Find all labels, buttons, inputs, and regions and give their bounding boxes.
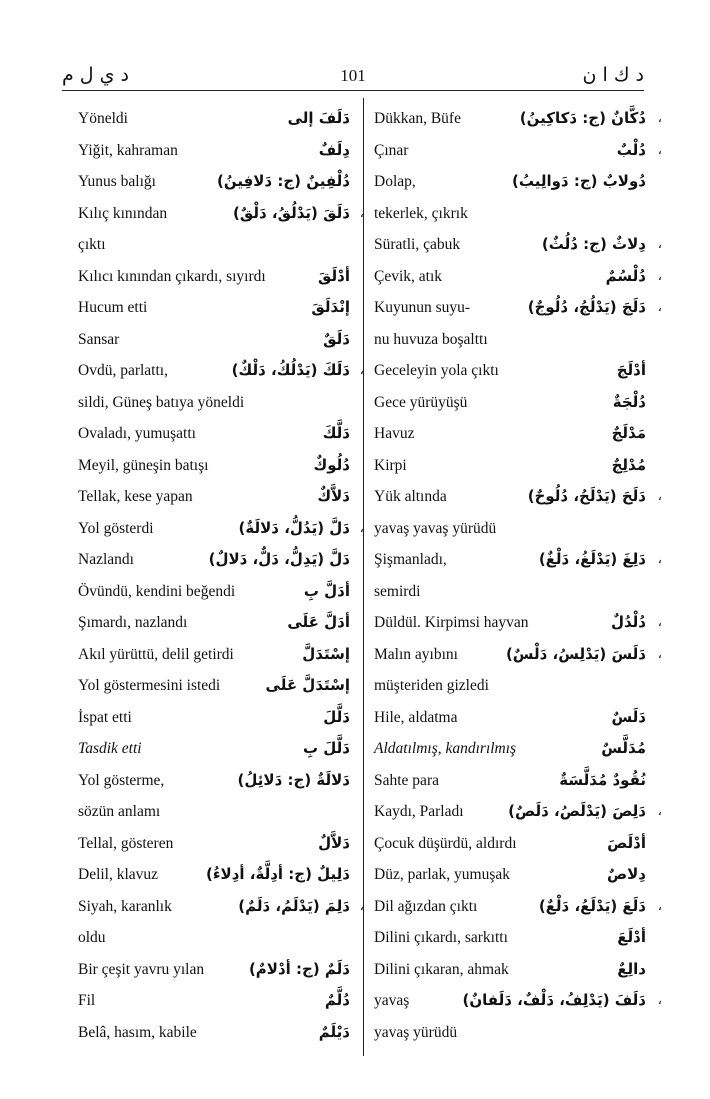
entry-arabic-headword: أدَلَّ بِ [303, 581, 350, 600]
entry-arabic-headword: دُلْسُمٌ [605, 266, 646, 285]
entry-arabic-headword: دَلَّكَ [322, 424, 350, 442]
entry-arabic-headword: أدْلَقَ [318, 266, 350, 285]
entry-arabic-headword: مُدَلَّسٌ [601, 739, 646, 757]
entry-translation: Kuyunun suyu- [374, 299, 471, 316]
dictionary-entry [374, 702, 646, 734]
dictionary-entry [374, 324, 646, 356]
entry-translation: Tasdik etti [78, 740, 142, 757]
entry-translation: müşteriden gizledi [374, 677, 489, 694]
dictionary-entry [78, 733, 350, 765]
entry-marker: ، [359, 205, 364, 221]
entry-translation: Dilini çıkardı, sarkıttı [374, 929, 508, 946]
page-header [62, 62, 644, 91]
dictionary-entry [374, 607, 662, 639]
entry-translation: çıktı [78, 236, 106, 253]
entry-arabic-headword: أدْلَعَ [617, 928, 646, 946]
entry-marker: ، [657, 646, 662, 662]
entry-translation: yavaş yürüdü [374, 1023, 458, 1041]
entry-translation: İspat etti [78, 708, 132, 726]
entry-marker: ، [359, 898, 364, 914]
entry-arabic-headword: دُولابٌ (ج: دَوالِيبُ) [511, 172, 646, 190]
entry-translation: Akıl yürüttü, delil getirdi [78, 645, 234, 663]
dictionary-entry [374, 1017, 646, 1049]
dictionary-entry [374, 796, 662, 828]
entry-translation: Nazlandı [78, 551, 134, 568]
entry-translation: Şımardı, nazlandı [78, 614, 188, 631]
entry-arabic-headword: دَلَسٌ [611, 707, 646, 726]
entry-translation: Yük altında [374, 488, 447, 505]
page-number: 101 [340, 66, 366, 85]
dictionary-entry [78, 418, 350, 450]
entry-marker: ، [657, 615, 662, 630]
entry-translation: Tellak, kese yapan [78, 488, 193, 505]
entry-marker: ، [657, 552, 662, 567]
entry-translation: Düldül. Kirpimsi hayvan [374, 614, 529, 631]
dictionary-entry [78, 607, 350, 639]
entry-translation: Kaydı, Parladı [374, 803, 464, 820]
entry-translation: Delil, klavuz [78, 866, 159, 883]
entry-translation: Kılıç kınından [78, 204, 168, 222]
entry-marker: ، [657, 489, 662, 504]
dictionary-entry [78, 292, 350, 324]
dictionary-entry [78, 796, 350, 828]
dictionary-entry [78, 324, 350, 356]
entry-translation: Yöneldi [78, 110, 128, 127]
entry-arabic-headword: دَلاَّكٌ [317, 487, 350, 505]
entry-arabic-headword: دالِعٌ [617, 959, 646, 978]
dictionary-entry [78, 513, 364, 545]
entry-arabic-headword: دَلَّلَ بِ [302, 739, 350, 757]
entry-translation: Ovdü, parlattı, [78, 362, 168, 379]
entry-translation: sildi, Güneş batıya yöneldi [78, 393, 245, 411]
entry-arabic-headword: دَلَحَ (يَدْلَحُ، دُلُوحٌ) [527, 487, 646, 505]
dictionary-entry [374, 891, 662, 923]
dictionary-entry [374, 828, 646, 860]
dictionary-entry [78, 985, 350, 1017]
dictionary-entry [374, 418, 646, 450]
entry-translation: Geceleyin yola çıktı [374, 362, 499, 379]
dictionary-entry [78, 576, 350, 608]
entry-marker: ، [359, 363, 364, 378]
header-right-letters: د ك ا ن [582, 64, 644, 86]
entry-arabic-headword: دَلَعَ (يَدْلَعُ، دَلْعٌ) [538, 896, 646, 915]
entry-marker: ، [657, 111, 662, 126]
entry-arabic-headword: دَلَقَ (يَدْلُقُ، دَلْقٌ) [232, 203, 350, 222]
entry-arabic-headword: دَلَكَ (يَدْلُكُ، دَلْكٌ) [231, 361, 350, 379]
entry-translation: oldu [78, 929, 106, 946]
entry-arabic-headword: دَلَسَ (يَدْلِسُ، دَلْسٌ) [505, 644, 646, 663]
dictionary-entry [78, 765, 350, 797]
dictionary-entry [78, 891, 364, 923]
dictionary-entry [374, 387, 646, 419]
entry-arabic-headword: أدْلَصَ [607, 833, 646, 852]
entry-arabic-headword: دَلِصَ (يَدْلَصُ، دَلَصٌ) [508, 802, 646, 820]
entry-marker: ، [657, 300, 662, 315]
entry-translation: Kirpi [374, 456, 407, 474]
dictionary-entry [374, 954, 646, 986]
entry-translation: Ovaladı, yumuşattı [78, 425, 196, 442]
entry-arabic-headword: دَلَفَ إلى [287, 109, 350, 127]
dictionary-entry [374, 261, 662, 293]
entry-arabic-headword: دَيْلَمٌ [318, 1022, 350, 1041]
entry-arabic-headword: دُلُوكٌ [313, 455, 350, 474]
entry-translation: Sansar [78, 330, 120, 348]
entry-arabic-headword: دَلاَّلٌ [318, 833, 350, 852]
entry-arabic-headword: دَلِمَ (يَدْلَمُ، دَلَمٌ) [238, 896, 350, 915]
entry-arabic-headword: دَلَّلَ [323, 707, 350, 726]
entry-translation: nu huvuza boşalttı [374, 330, 488, 348]
dictionary-entry [78, 859, 350, 891]
entry-arabic-headword: دَلَّ (يَدِلُّ، دَلٌّ، دَلالٌ) [208, 550, 350, 568]
entry-translation: Dilini çıkaran, ahmak [374, 960, 509, 978]
dictionary-entry [374, 292, 662, 324]
entry-translation: Yol gösterme, [78, 771, 165, 789]
entry-arabic-headword: دَلَفَ (يَدْلِفُ، دَلْفٌ، دَلَفانٌ) [462, 991, 646, 1009]
dictionary-entry [78, 166, 350, 198]
entry-arabic-headword: دِلَفٌ [318, 140, 350, 159]
dictionary-entry [374, 450, 646, 482]
dictionary-entry [78, 198, 364, 230]
entry-translation: Düz, parlak, yumuşak [374, 866, 511, 883]
entry-translation: Yunus balığı [78, 173, 156, 190]
dictionary-entry [374, 166, 646, 198]
dictionary-entry [78, 355, 364, 387]
dictionary-entry [374, 859, 646, 891]
dictionary-entry [374, 733, 646, 765]
entry-arabic-headword: دِلاثٌ (ج: دُلُثٌ) [541, 235, 646, 253]
entry-translation: Bir çeşit yavru yılan [78, 960, 205, 978]
entry-arabic-headword: أدْلَجَ [616, 361, 646, 379]
dictionary-entry [78, 135, 350, 167]
entry-arabic-headword: دَلَّ (يَدُلُّ، دَلالَةٌ) [238, 518, 350, 537]
entry-arabic-headword: إسْتَدَلَّ [302, 644, 350, 663]
entry-marker: ، [657, 142, 662, 158]
dictionary-entry [374, 985, 662, 1017]
left-column [78, 103, 364, 1048]
entry-arabic-headword: دِلاصٌ [606, 865, 646, 883]
entry-translation: Dil ağızdan çıktı [374, 897, 478, 915]
dictionary-entry [78, 261, 350, 293]
entry-translation: Yol göstermesini istedi [78, 677, 221, 694]
entry-marker: ، [657, 268, 662, 284]
entry-translation: Dükkan, Büfe [374, 110, 461, 127]
dictionary-entry [78, 922, 350, 954]
dictionary-entry [374, 198, 646, 230]
entry-translation: Siyah, karanlık [78, 897, 172, 915]
entry-translation: Aldatılmış, kandırılmış [374, 740, 517, 757]
entry-translation: tekerlek, çıkrık [374, 204, 468, 222]
entry-arabic-headword: دُلَّمٌ [324, 991, 350, 1009]
dictionary-entry [374, 355, 646, 387]
entry-arabic-headword: دَلالَةٌ (ج: دَلائِلُ) [237, 770, 350, 789]
dictionary-entry [374, 765, 646, 797]
dictionary-entry [78, 1017, 350, 1049]
entry-arabic-headword: إسْتَدَلَّ عَلَى [265, 676, 350, 694]
entry-arabic-headword: مَدْلَجٌ [611, 424, 646, 442]
entry-translation: sözün anlamı [78, 803, 161, 820]
entry-translation: Yol gösterdi [78, 519, 154, 537]
entry-arabic-headword: دُلْفِينٌ (ج: دَلافِينُ) [216, 172, 350, 190]
entry-marker: ، [657, 804, 662, 819]
dictionary-entry [374, 481, 662, 513]
dictionary-entry [374, 576, 646, 608]
entry-arabic-headword: دُكَّانٌ (ج: دَكاكِينُ) [519, 109, 646, 127]
entry-marker: ، [359, 520, 364, 536]
dictionary-entry [78, 670, 350, 702]
dictionary-entry [78, 387, 350, 419]
entry-arabic-headword: أدَلَّ عَلَى [287, 613, 350, 631]
entry-arabic-headword: دَلَجَ (يَدْلُجُ، دُلُوجٌ) [527, 298, 646, 316]
entry-translation: Hucum etti [78, 299, 148, 316]
dictionary-entry [78, 702, 350, 734]
dictionary-entry [78, 450, 350, 482]
dictionary-entry [78, 103, 350, 135]
entry-arabic-headword: دَلَقٌ [323, 329, 350, 348]
entry-arabic-headword: دَلِيلٌ (ج: أدِلَّةٌ، أدِلاءُ) [206, 865, 350, 883]
entry-translation: Gece yürüyüşü [374, 393, 468, 411]
entry-translation: Çevik, atık [374, 267, 443, 285]
entry-translation: semirdi [374, 582, 421, 600]
right-column [374, 103, 662, 1048]
entry-translation: Hile, aldatma [374, 708, 458, 726]
dictionary-entry [78, 229, 350, 261]
entry-translation: yavaş yavaş yürüdü [374, 519, 497, 537]
entry-arabic-headword: إنْدَلَقَ [311, 298, 350, 316]
dictionary-entry [374, 513, 646, 545]
entry-translation: Kılıcı kınından çıkardı, sıyırdı [78, 267, 266, 285]
entry-translation: Tellal, gösteren [78, 834, 174, 852]
dictionary-entry [374, 670, 646, 702]
entry-translation: Fil [78, 992, 96, 1009]
entry-translation: Çınar [374, 141, 409, 159]
entry-translation: Sahte para [374, 771, 439, 789]
entry-translation: Çocuk düşürdü, aldırdı [374, 834, 517, 852]
entry-marker: ، [657, 898, 662, 914]
entry-translation: Süratli, çabuk [374, 236, 461, 253]
dictionary-entry [374, 639, 662, 671]
entry-arabic-headword: دَلِغَ (يَدْلَغُ، دَلْغٌ) [538, 550, 646, 568]
dictionary-entry [374, 229, 662, 261]
dictionary-entry [78, 954, 350, 986]
entry-translation: Havuz [374, 425, 415, 442]
entry-marker: ، [657, 993, 662, 1008]
entry-translation: Övündü, kendini beğendi [78, 582, 236, 600]
header-left-letters: د ي ل م [62, 64, 130, 86]
entry-translation: Yiğit, kahraman [78, 141, 178, 159]
entry-translation: Dolap, [374, 173, 416, 190]
entry-arabic-headword: دُلْدُلٌ [610, 613, 646, 631]
dictionary-entry [78, 639, 350, 671]
dictionary-entry [78, 544, 350, 576]
dictionary-entry [374, 103, 662, 135]
dictionary-entry [374, 544, 662, 576]
entry-translation: yavaş [374, 992, 410, 1009]
dictionary-entry [374, 922, 646, 954]
entry-arabic-headword: دَلَمٌ (ج: أدْلامٌ) [248, 959, 350, 978]
entry-arabic-headword: مُدْلِجٌ [611, 455, 646, 474]
entry-translation: Belâ, hasım, kabile [78, 1023, 197, 1041]
entry-translation: Meyil, güneşin batışı [78, 456, 209, 474]
entry-marker: ، [657, 237, 662, 252]
entry-arabic-headword: دُلْبٌ [616, 140, 646, 159]
dictionary-entry [78, 828, 350, 860]
entry-translation: Şişmanladı, [374, 551, 447, 568]
entry-arabic-headword: نُقُودٌ مُدَلَّسَةٌ [559, 770, 646, 789]
entry-arabic-headword: دُلْجَةٌ [612, 392, 646, 411]
dictionary-entry [374, 135, 662, 167]
entry-translation: Malın ayıbını [374, 645, 458, 663]
dictionary-entry [78, 481, 350, 513]
